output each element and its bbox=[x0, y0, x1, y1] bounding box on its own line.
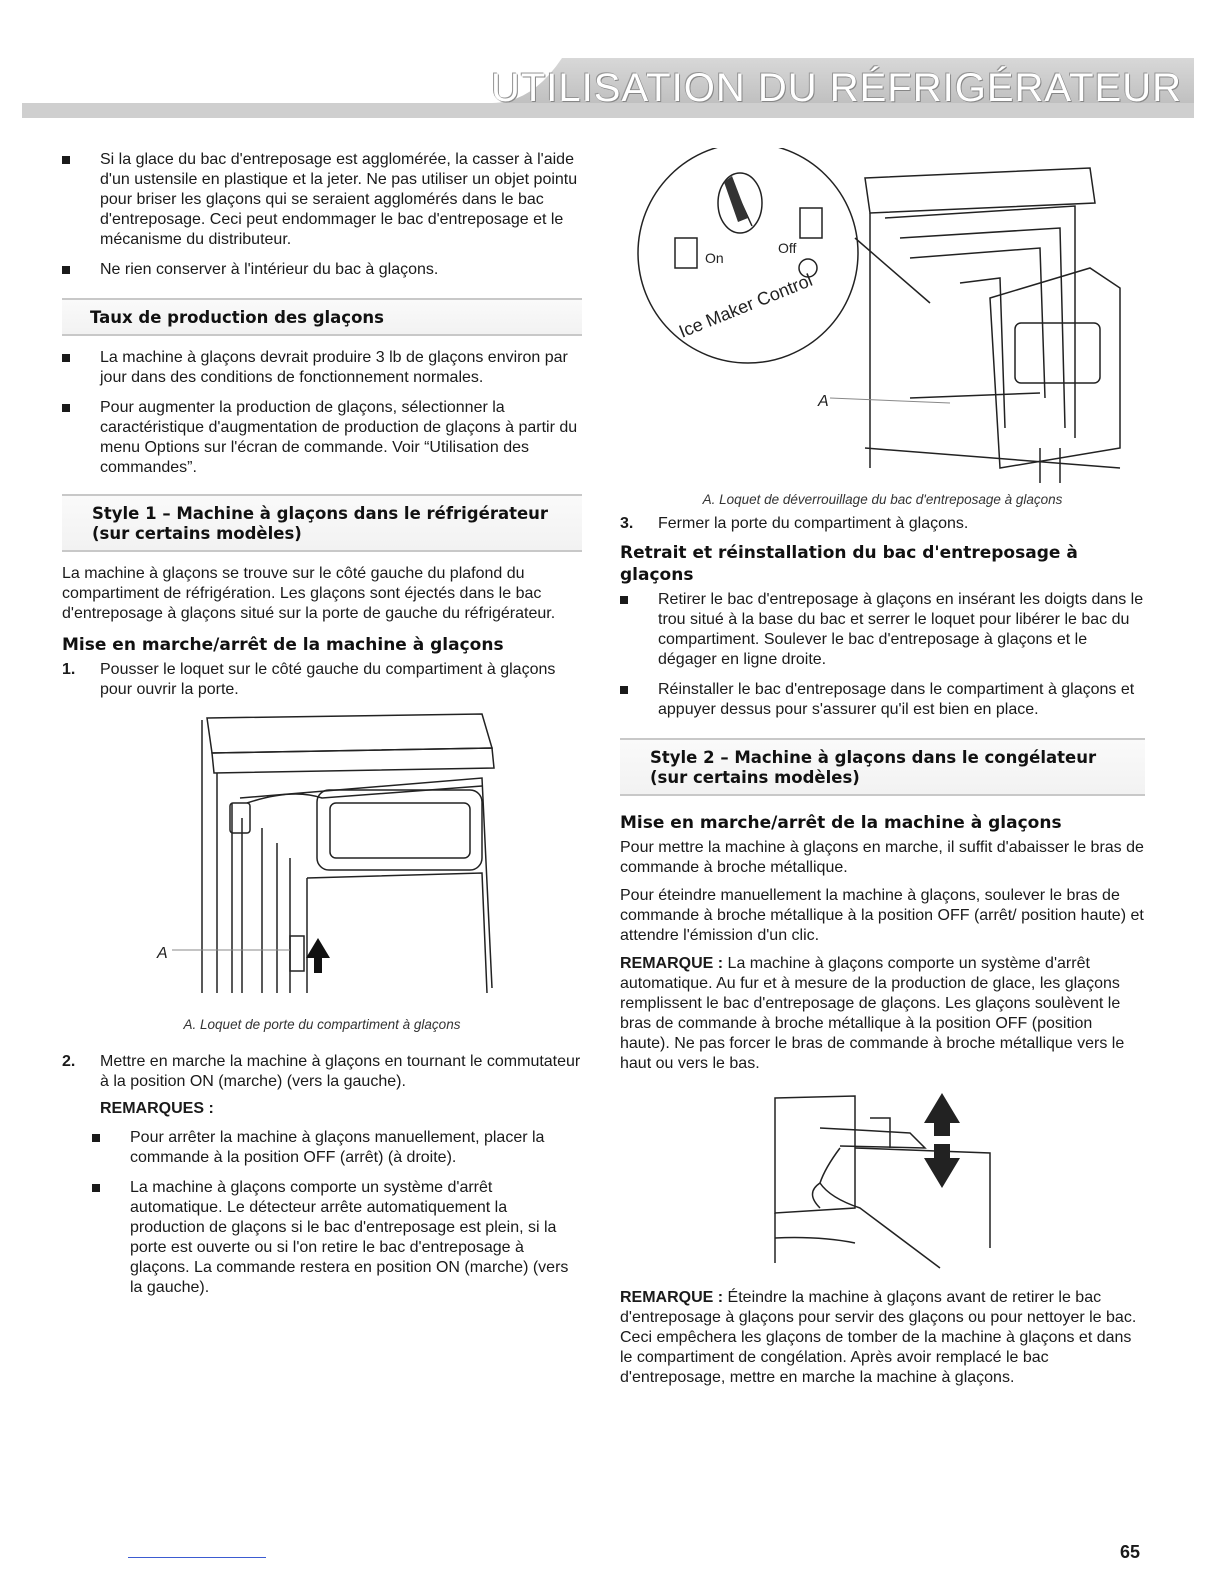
section-title-line1: Style 2 – Machine à glaçons dans le congélateur bbox=[650, 748, 1097, 767]
step-number: 2. bbox=[62, 1053, 76, 1070]
section-title: Taux de production des glaçons bbox=[90, 308, 384, 327]
bullet-square-icon bbox=[62, 354, 70, 362]
section-title-line2: (sur certains modèles) bbox=[92, 524, 302, 543]
step-2 bbox=[62, 1052, 582, 1092]
on-label: On bbox=[705, 250, 724, 266]
bullet-square-icon bbox=[62, 266, 70, 274]
subheading-mise-en-marche: Mise en marche/arrêt de la machine à glaçons bbox=[62, 635, 504, 655]
remarque-label: REMARQUE : bbox=[620, 1289, 724, 1306]
step-text: Mettre en marche la machine à glaçons en tournant le commutateur à la position ON (marche) (vers la gauche). bbox=[100, 1053, 581, 1090]
list-item: La machine à glaçons comporte un système d'arrêt automatique. Le détecteur arrête automatiquement la production de glaçons si le bac d'entreposage est plein, si la porte est ouverte ou si l'on retire le bac d'entreposage à glaçons. La commande restera en position ON (marche) (vers la gauche). bbox=[92, 1178, 582, 1298]
step-text: Pousser le loquet sur le côté gauche du compartiment à glaçons pour ouvrir la porte. bbox=[100, 661, 556, 698]
figure-caption: A. Loquet de porte du compartiment à glaçons bbox=[183, 1017, 461, 1032]
callout-label-a: A bbox=[818, 393, 829, 410]
paragraph-1: Pour mettre la machine à glaçons en marche, il suffit d'abaisser le bras de commande à broche métallique. bbox=[620, 839, 1144, 876]
page-title: UTILISATION DU RÉFRIGÉRATEUR bbox=[490, 66, 1182, 110]
list-item: Ne rien conserver à l'intérieur du bac à glaçons. bbox=[62, 260, 582, 280]
bullet-square-icon bbox=[92, 1184, 100, 1192]
figure-door-latch bbox=[62, 708, 582, 1038]
section-title-line1: Style 1 – Machine à glaçons dans le réfrigérateur bbox=[92, 504, 549, 523]
bullet-square-icon bbox=[62, 404, 70, 412]
list-item: Pour augmenter la production de glaçons, sélectionner la caractéristique d'augmentation de production de glaçons à partir du menu Options sur l'écran de commande. Voir “Utilisation des commandes”. bbox=[62, 398, 582, 478]
bullet-square-icon bbox=[620, 596, 628, 604]
remarque-label: REMARQUE : bbox=[620, 955, 724, 972]
step-number: 3. bbox=[620, 515, 634, 532]
section-header-taux bbox=[62, 298, 582, 336]
bullet-square-icon bbox=[92, 1134, 100, 1142]
paragraph-2: Pour éteindre manuellement la machine à glaçons, soulever le bras de commande à broche métallique à la position OFF (arrêt/ position haute) et attendre l'émission d'un clic. bbox=[620, 887, 1144, 944]
list-item: Réinstaller le bac d'entreposage dans le compartiment à glaçons et appuyer dessus pour s'assurer qu'il est bien en place. bbox=[620, 680, 1145, 720]
ice-maker-control-label: Ice Maker Control bbox=[676, 269, 816, 342]
right-column bbox=[620, 150, 1145, 1388]
step-text: Fermer la porte du compartiment à glaçons. bbox=[658, 515, 969, 532]
list-item: Si la glace du bac d'entreposage est agglomérée, la casser à l'aide d'un ustensile en plastique et la jeter. Ne pas utiliser un objet pointu pour briser les glaçons qui se seraient agglomérés dans le bac d'entreposage. Ceci peut endommager le bac d'entreposage et le mécanisme du distributeur. bbox=[62, 150, 582, 250]
door-latch-illustration bbox=[62, 708, 582, 1008]
step-1 bbox=[62, 660, 582, 700]
step-number: 1. bbox=[62, 661, 76, 678]
left-column bbox=[62, 150, 582, 1308]
wire-arm-illustration bbox=[620, 1088, 1145, 1278]
off-label: Off bbox=[778, 240, 797, 256]
step-3 bbox=[620, 514, 1145, 534]
list-item: La machine à glaçons devrait produire 3 lb de glaçons environ par jour dans des conditions de fonctionnement normales. bbox=[62, 348, 582, 388]
list-item: Pour arrêter la machine à glaçons manuellement, placer la commande à la position OFF (arrêt) (à droite). bbox=[92, 1128, 582, 1168]
remarques-label: REMARQUES : bbox=[100, 1100, 214, 1117]
list-item: Retirer le bac d'entreposage à glaçons en insérant les doigts dans le trou situé à la base du bac et serrer le loquet pour libérer le bac du compartiment. Soulever le bac d'entreposage à glaçons et le dégager en ligne droite. bbox=[620, 590, 1145, 670]
remarque-text: Éteindre la machine à glaçons avant de retirer le bac d'entreposage à glaçons pour servir des glaçons ou pour nettoyer le bac. Ceci empêchera les glaçons de tomber de la machine à glaçons et dans le compartiment de congélation. Après avoir remplacé le bac d'entreposage, mettre en marche la machine à glaçons. bbox=[620, 1289, 1137, 1386]
remarque-2 bbox=[620, 1288, 1145, 1388]
remarques-block bbox=[62, 1100, 582, 1298]
taux-bullet-list bbox=[62, 348, 582, 478]
retrait-bullet-list bbox=[620, 590, 1145, 720]
remarque-text: La machine à glaçons comporte un système d'arrêt automatique. Au fur et à mesure de la production de glace, les glaçons remplissent le bac d'entreposage de glaçons. Les glaçons soulèvent le bras de commande à broche métallique à la position OFF (position haute). Ne pas forcer le bras de commande à broche métallique vers le haut ou vers le bas. bbox=[620, 955, 1125, 1072]
figure-caption: A. Loquet de déverrouillage du bac d'entreposage à glaçons bbox=[702, 492, 1063, 507]
intro-bullet-list bbox=[62, 150, 582, 280]
style1-paragraph: La machine à glaçons se trouve sur le côté gauche du plafond du compartiment de réfrigération. Les glaçons sont éjectés dans le bac d'entreposage à glaçons situé sur la porte de gauche du réfrigérateur. bbox=[62, 565, 556, 622]
remarque-1 bbox=[620, 954, 1145, 1074]
figure-wire-shutoff-arm bbox=[620, 1088, 1145, 1288]
callout-label-a: A bbox=[157, 945, 168, 962]
subheading-mise-en-marche-2: Mise en marche/arrêt de la machine à glaçons bbox=[620, 813, 1062, 833]
bullet-square-icon bbox=[62, 156, 70, 164]
section-title-line2: (sur certains modèles) bbox=[650, 768, 860, 787]
remarques-bullet-list bbox=[92, 1128, 582, 1298]
bullet-square-icon bbox=[620, 686, 628, 694]
figure-ice-maker-control bbox=[620, 148, 1145, 507]
subheading-retrait: Retrait et réinstallation du bac d'entreposage à glaçons bbox=[620, 543, 1078, 585]
bottom-link-underline bbox=[128, 1557, 266, 1558]
page-number: 65 bbox=[1120, 1542, 1141, 1562]
ice-maker-control-illustration bbox=[620, 148, 1145, 483]
section-header-style2 bbox=[620, 738, 1145, 796]
section-header-style1 bbox=[62, 494, 582, 552]
